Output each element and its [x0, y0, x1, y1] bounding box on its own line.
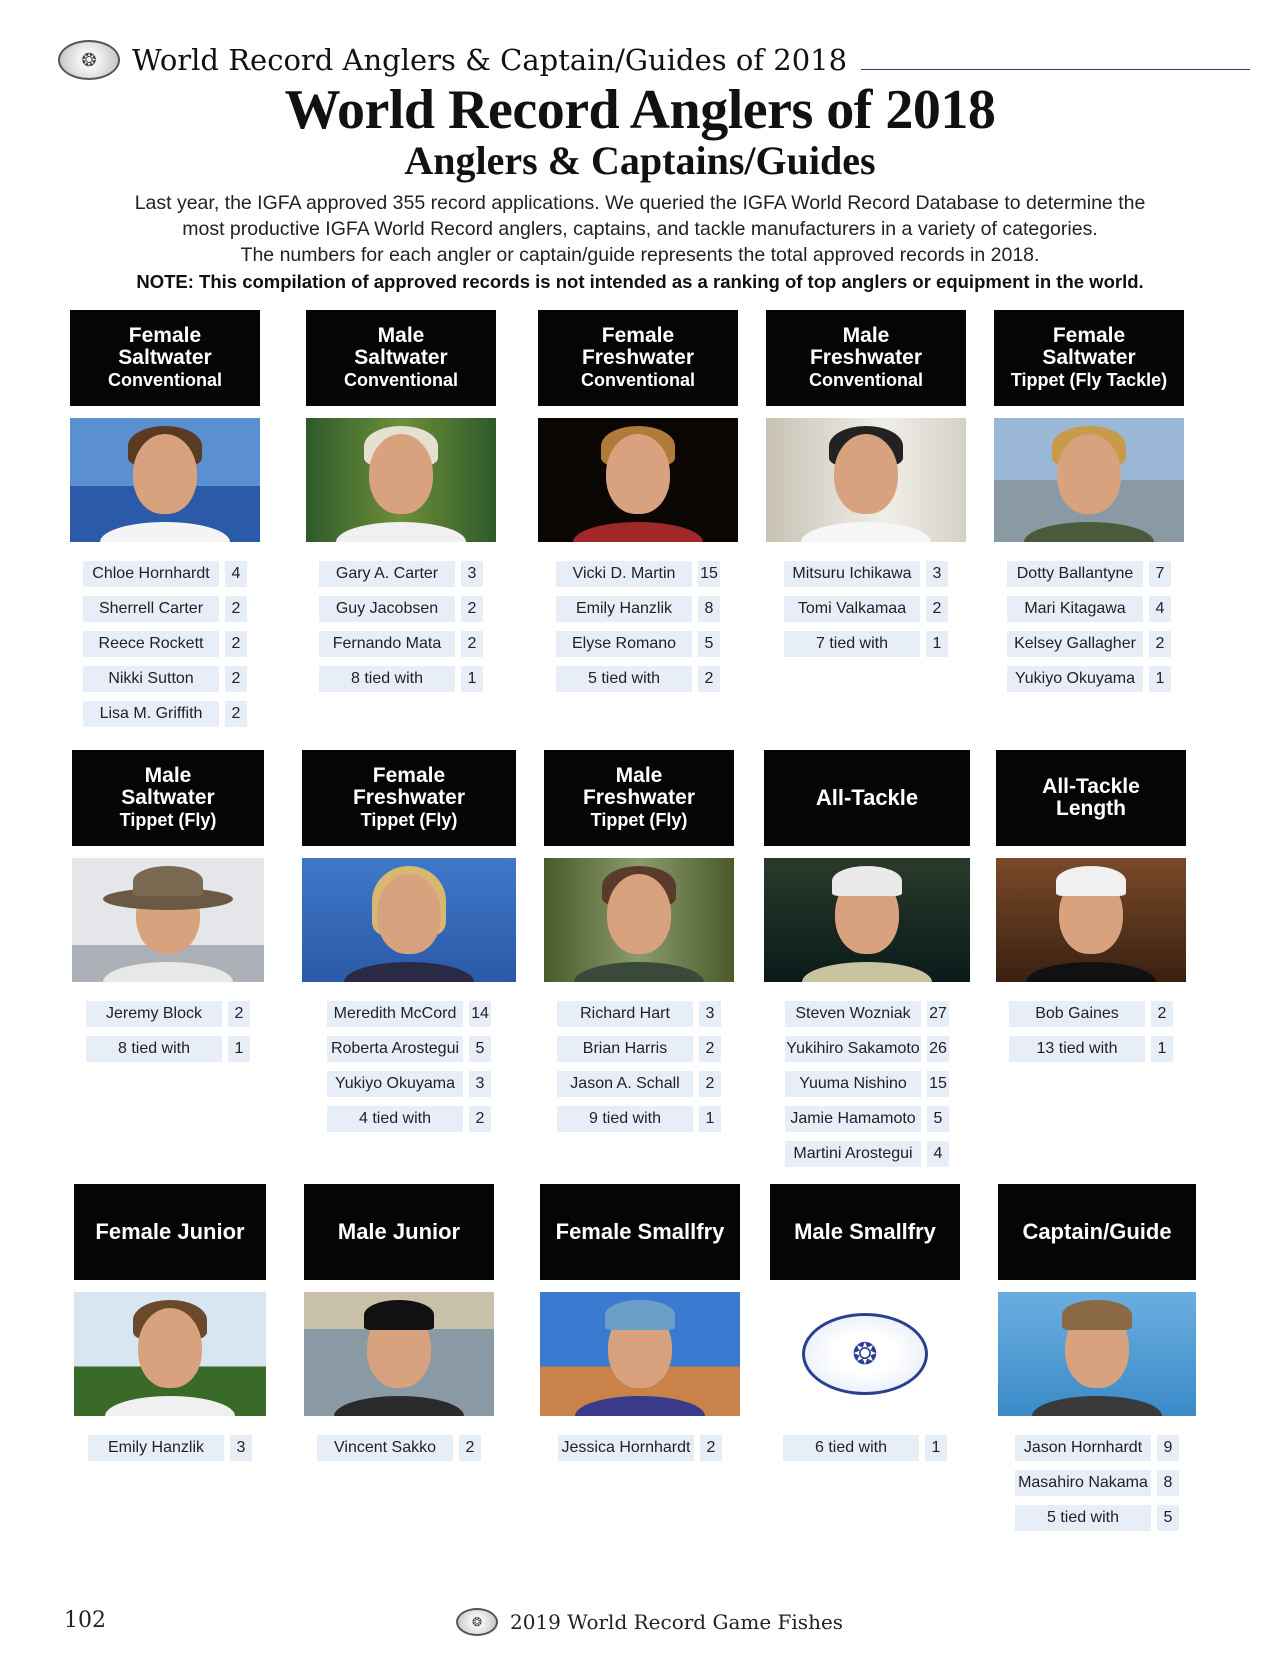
table-row	[74, 1430, 266, 1465]
angler-photo	[74, 1292, 266, 1416]
angler-name: Reece Rockett	[83, 631, 219, 657]
results-list	[538, 556, 738, 696]
angler-name: Jason Hornhardt	[1015, 1435, 1151, 1461]
record-count: 5	[469, 1036, 491, 1062]
angler-name: Gary A. Carter	[319, 561, 455, 587]
table-row	[538, 556, 738, 591]
table-row	[70, 556, 260, 591]
record-count: 3	[699, 1001, 721, 1027]
record-count: 26	[927, 1036, 949, 1062]
table-row	[306, 661, 496, 696]
angler-name: 13 tied with	[1009, 1036, 1145, 1062]
category-card	[302, 750, 516, 1136]
record-count: 1	[461, 666, 483, 692]
category-title-line: Male	[377, 324, 425, 347]
igfa-logo-icon: ❂	[58, 40, 120, 80]
category-title-line: Female	[128, 324, 202, 347]
table-row	[304, 1430, 494, 1465]
angler-name: Roberta Arostegui	[327, 1036, 463, 1062]
table-row	[70, 696, 260, 731]
record-count: 2	[459, 1435, 481, 1461]
category-card	[766, 310, 966, 661]
page-number: 102	[64, 1608, 106, 1633]
intro-line: Last year, the IGFA approved 355 record applications. We queried the IGFA World Record Database to determine the	[134, 192, 1146, 214]
record-count: 1	[699, 1106, 721, 1132]
table-row	[306, 591, 496, 626]
record-count: 3	[926, 561, 948, 587]
record-count: 15	[698, 561, 720, 587]
page-title: World Record Anglers of 2018	[284, 79, 996, 141]
category-header	[994, 310, 1184, 406]
results-list	[994, 556, 1184, 696]
table-row	[538, 626, 738, 661]
category-header	[766, 310, 966, 406]
category-header	[70, 310, 260, 406]
table-row	[70, 661, 260, 696]
category-title-line: Tippet (Fly)	[360, 810, 458, 830]
category-card	[306, 310, 496, 696]
intro-text	[60, 190, 1220, 295]
category-title-line: Freshwater	[809, 346, 923, 369]
category-title-line: Conventional	[808, 370, 923, 390]
table-row	[996, 1031, 1186, 1066]
table-row	[994, 626, 1184, 661]
category-title-line: Saltwater	[118, 346, 212, 369]
angler-photo	[544, 858, 734, 982]
results-list	[544, 996, 734, 1136]
results-list	[306, 556, 496, 696]
angler-name: Dotty Ballantyne	[1007, 561, 1143, 587]
category-title-line: All-Tackle	[1042, 775, 1140, 798]
category-header	[74, 1184, 266, 1280]
category-title-line: Conventional	[343, 370, 458, 390]
table-row	[766, 626, 966, 661]
angler-photo	[304, 1292, 494, 1416]
category-header	[764, 750, 970, 846]
header-rule	[861, 69, 1250, 70]
record-count: 1	[228, 1036, 250, 1062]
angler-name: 5 tied with	[1015, 1505, 1151, 1531]
angler-name: 7 tied with	[784, 631, 920, 657]
table-row	[764, 1031, 970, 1066]
table-row	[766, 591, 966, 626]
angler-name: Yukiyo Okuyama	[327, 1071, 463, 1097]
angler-photo	[540, 1292, 740, 1416]
record-count: 15	[927, 1071, 949, 1097]
category-title-line: Female	[372, 764, 446, 787]
category-title-line: Female	[601, 324, 675, 347]
category-card	[74, 1184, 266, 1465]
angler-name: Yuuma Nishino	[785, 1071, 921, 1097]
results-list	[766, 556, 966, 661]
table-row	[306, 556, 496, 591]
running-header	[58, 38, 1250, 82]
category-header	[304, 1184, 494, 1280]
category-card	[304, 1184, 494, 1465]
angler-name: Fernando Mata	[319, 631, 455, 657]
category-card	[544, 750, 734, 1136]
table-row	[770, 1430, 960, 1465]
category-header	[538, 310, 738, 406]
category-card	[72, 750, 264, 1066]
category-title-line: Freshwater	[352, 786, 466, 809]
angler-name: Vincent Sakko	[317, 1435, 453, 1461]
angler-name: Jeremy Block	[86, 1001, 222, 1027]
angler-photo	[994, 418, 1184, 542]
category-header	[996, 750, 1186, 846]
angler-photo	[770, 1292, 960, 1416]
results-list	[540, 1430, 740, 1465]
results-list	[304, 1430, 494, 1465]
angler-photo	[538, 418, 738, 542]
angler-name: Emily Hanzlik	[88, 1435, 224, 1461]
angler-name: Richard Hart	[557, 1001, 693, 1027]
angler-photo	[302, 858, 516, 982]
record-count: 8	[698, 596, 720, 622]
results-list	[70, 556, 260, 731]
category-title-line: Male Smallfry	[794, 1219, 936, 1244]
record-count: 5	[1157, 1505, 1179, 1531]
category-title-line: Tippet (Fly)	[590, 810, 688, 830]
results-list	[74, 1430, 266, 1465]
record-count: 2	[700, 1435, 722, 1461]
category-title-line: Tippet (Fly)	[119, 810, 217, 830]
table-row	[996, 996, 1186, 1031]
record-count: 2	[926, 596, 948, 622]
table-row	[764, 1101, 970, 1136]
table-row	[538, 661, 738, 696]
table-row	[544, 1031, 734, 1066]
footer-publication	[456, 1608, 843, 1636]
record-count: 1	[1151, 1036, 1173, 1062]
record-count: 9	[1157, 1435, 1179, 1461]
category-title-line: Tippet (Fly Tackle)	[1010, 370, 1168, 390]
record-count: 5	[927, 1106, 949, 1132]
angler-photo	[996, 858, 1186, 982]
angler-name: Mari Kitagawa	[1007, 596, 1143, 622]
record-count: 1	[1149, 666, 1171, 692]
table-row	[544, 1101, 734, 1136]
category-title-line: Length	[1056, 797, 1126, 820]
category-title-line: Saltwater	[354, 346, 448, 369]
angler-name: Jamie Hamamoto	[785, 1106, 921, 1132]
category-title-line: Female Junior	[95, 1219, 245, 1244]
record-count: 2	[225, 631, 247, 657]
category-card	[998, 1184, 1196, 1535]
table-row	[302, 1101, 516, 1136]
record-count: 2	[461, 631, 483, 657]
angler-name: Martini Arostegui	[785, 1141, 921, 1167]
angler-name: Yukihiro Sakamoto	[785, 1036, 921, 1062]
category-header	[302, 750, 516, 846]
record-count: 27	[927, 1001, 949, 1027]
record-count: 2	[469, 1106, 491, 1132]
angler-name: Emily Hanzlik	[556, 596, 692, 622]
igfa-logo-icon: ❂	[802, 1313, 928, 1395]
record-count: 1	[925, 1435, 947, 1461]
category-title-line: Freshwater	[581, 346, 695, 369]
category-card	[770, 1184, 960, 1465]
category-title-line: Captain/Guide	[1022, 1219, 1172, 1244]
category-title-line: Saltwater	[121, 786, 215, 809]
angler-photo	[306, 418, 496, 542]
record-count: 14	[469, 1001, 491, 1027]
table-row	[998, 1500, 1196, 1535]
table-row	[302, 996, 516, 1031]
category-header	[770, 1184, 960, 1280]
intro-note: NOTE: This compilation of approved records is not intended as a ranking of top anglers or equipment in the world.	[136, 271, 1144, 292]
results-list	[302, 996, 516, 1136]
category-card	[996, 750, 1186, 1066]
results-list	[998, 1430, 1196, 1535]
angler-name: 6 tied with	[783, 1435, 919, 1461]
record-count: 7	[1149, 561, 1171, 587]
table-row	[544, 996, 734, 1031]
angler-name: Chloe Hornhardt	[83, 561, 219, 587]
category-header	[544, 750, 734, 846]
table-row	[544, 1066, 734, 1101]
record-count: 2	[461, 596, 483, 622]
angler-photo	[764, 858, 970, 982]
table-row	[994, 661, 1184, 696]
category-card	[70, 310, 260, 731]
category-header	[72, 750, 264, 846]
results-list	[770, 1430, 960, 1465]
record-count: 3	[461, 561, 483, 587]
category-title-line: Male	[144, 764, 192, 787]
category-title-line: Female	[1052, 324, 1126, 347]
record-count: 2	[698, 666, 720, 692]
record-count: 1	[926, 631, 948, 657]
table-row	[764, 1066, 970, 1101]
intro-line: The numbers for each angler or captain/guide represents the total approved records in 2018.	[240, 244, 1040, 266]
table-row	[766, 556, 966, 591]
record-count: 3	[230, 1435, 252, 1461]
record-count: 2	[699, 1071, 721, 1097]
angler-name: 4 tied with	[327, 1106, 463, 1132]
record-count: 2	[1151, 1001, 1173, 1027]
angler-name: Mitsuru Ichikawa	[784, 561, 920, 587]
record-count: 2	[225, 666, 247, 692]
table-row	[764, 1136, 970, 1171]
angler-name: 9 tied with	[557, 1106, 693, 1132]
angler-name: Jessica Hornhardt	[558, 1435, 694, 1461]
angler-name: 8 tied with	[319, 666, 455, 692]
angler-name: Jason A. Schall	[557, 1071, 693, 1097]
record-count: 2	[699, 1036, 721, 1062]
category-title-line: Female Smallfry	[555, 1219, 725, 1244]
angler-name: Nikki Sutton	[83, 666, 219, 692]
table-row	[994, 591, 1184, 626]
category-card	[764, 750, 970, 1171]
intro-line: most productive IGFA World Record anglers, captains, and tackle manufacturers in a variety of categories.	[182, 218, 1098, 240]
page-subtitle: Anglers & Captains/Guides	[404, 138, 876, 183]
table-row	[764, 996, 970, 1031]
record-count: 4	[225, 561, 247, 587]
angler-name: Meredith McCord	[327, 1001, 463, 1027]
angler-name: Brian Harris	[557, 1036, 693, 1062]
category-title-line: Conventional	[107, 370, 222, 390]
table-row	[994, 556, 1184, 591]
angler-name: Elyse Romano	[556, 631, 692, 657]
table-row	[302, 1031, 516, 1066]
category-title-line: Male Junior	[337, 1219, 461, 1244]
table-row	[538, 591, 738, 626]
table-row	[70, 626, 260, 661]
results-list	[996, 996, 1186, 1066]
record-count: 2	[225, 701, 247, 727]
table-row	[72, 996, 264, 1031]
angler-photo	[766, 418, 966, 542]
results-list	[72, 996, 264, 1066]
angler-name: Yukiyo Okuyama	[1007, 666, 1143, 692]
angler-name: Sherrell Carter	[83, 596, 219, 622]
category-header	[998, 1184, 1196, 1280]
category-card	[538, 310, 738, 696]
angler-name: 5 tied with	[556, 666, 692, 692]
angler-name: Steven Wozniak	[785, 1001, 921, 1027]
angler-name: Bob Gaines	[1009, 1001, 1145, 1027]
record-count: 2	[228, 1001, 250, 1027]
category-title-line: Conventional	[580, 370, 695, 390]
record-count: 4	[927, 1141, 949, 1167]
record-count: 3	[469, 1071, 491, 1097]
table-row	[306, 626, 496, 661]
table-row	[70, 591, 260, 626]
record-count: 8	[1157, 1470, 1179, 1496]
category-card	[540, 1184, 740, 1465]
category-title-line: Male	[842, 324, 890, 347]
table-row	[302, 1066, 516, 1101]
publication-title: 2019 World Record Game Fishes	[510, 1610, 844, 1634]
angler-name: 8 tied with	[86, 1036, 222, 1062]
angler-name: Masahiro Nakama	[1015, 1470, 1151, 1496]
category-title-line: Freshwater	[582, 786, 696, 809]
category-title-line: All-Tackle	[815, 785, 919, 810]
record-count: 5	[698, 631, 720, 657]
angler-photo	[72, 858, 264, 982]
angler-name: Vicki D. Martin	[556, 561, 692, 587]
record-count: 2	[1149, 631, 1171, 657]
angler-name: Guy Jacobsen	[319, 596, 455, 622]
category-header	[540, 1184, 740, 1280]
category-header	[306, 310, 496, 406]
results-list	[764, 996, 970, 1171]
igfa-logo-icon: ❂	[456, 1608, 498, 1636]
table-row	[540, 1430, 740, 1465]
record-count: 4	[1149, 596, 1171, 622]
category-title-line: Male	[615, 764, 663, 787]
table-row	[998, 1465, 1196, 1500]
angler-name: Lisa M. Griffith	[83, 701, 219, 727]
angler-photo	[70, 418, 260, 542]
category-title-line: Saltwater	[1042, 346, 1136, 369]
angler-name: Tomi Valkamaa	[784, 596, 920, 622]
angler-name: Kelsey Gallagher	[1007, 631, 1143, 657]
table-row	[998, 1430, 1196, 1465]
running-header-text: World Record Anglers & Captain/Guides of 2018	[132, 43, 848, 77]
angler-photo	[998, 1292, 1196, 1416]
record-count: 2	[225, 596, 247, 622]
category-card	[994, 310, 1184, 696]
table-row	[72, 1031, 264, 1066]
